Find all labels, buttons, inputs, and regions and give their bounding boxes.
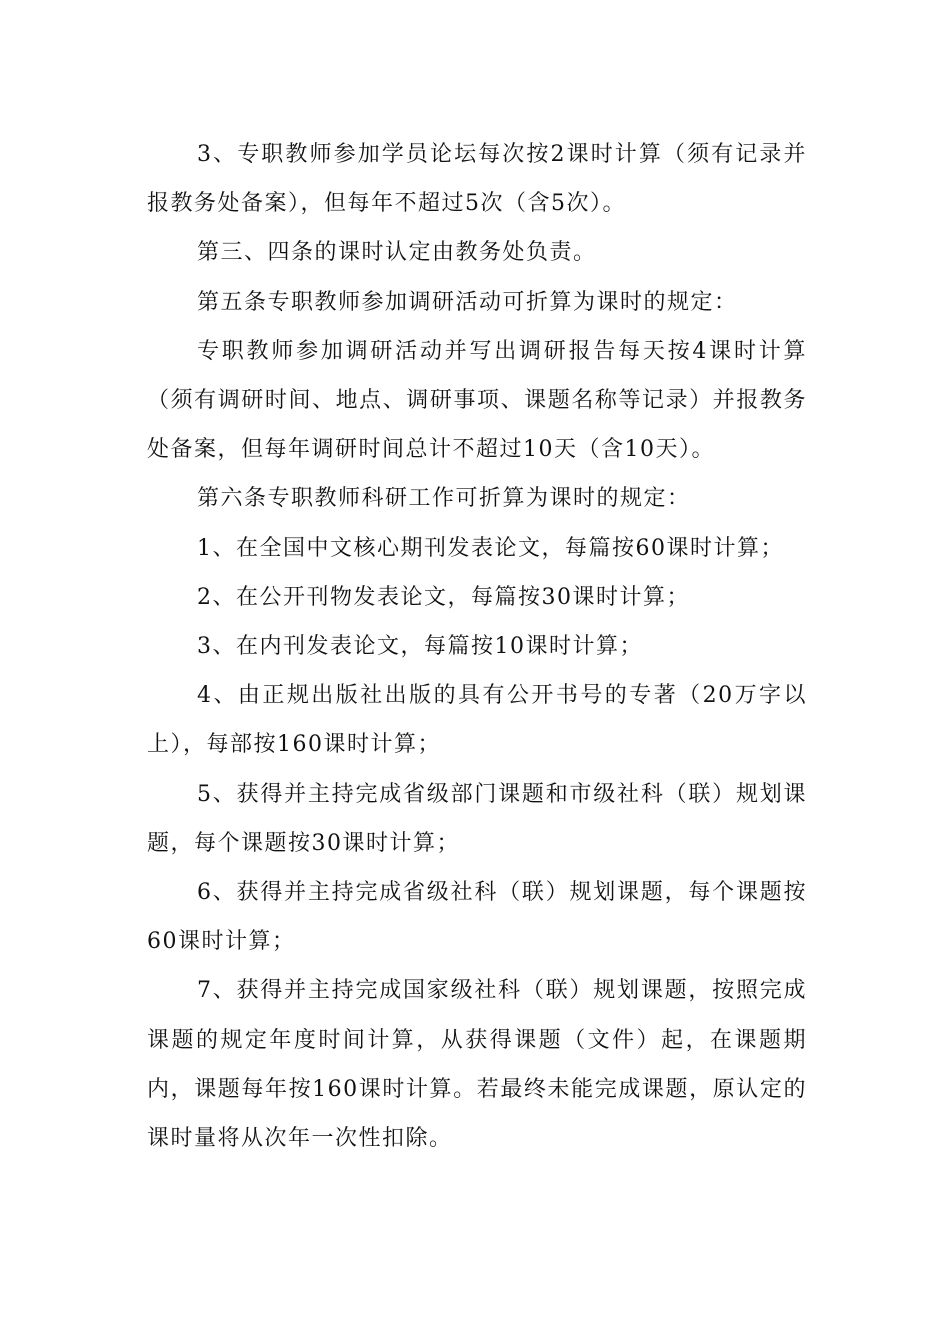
paragraph-research-trip-hours: 专职教师参加调研活动并写出调研报告每天按4课时计算（须有调研时间、地点、调研事项、课题名称等记录）并报教务处备案，但每年调研时间总计不超过10天（含10天）。 — [147, 338, 807, 463]
paragraph-article-3-4-note: 第三、四条的课时认定由教务处负责。 — [197, 240, 597, 266]
paragraph-forum-hours: 3、专职教师参加学员论坛每次按2课时计算（须有记录并报教务处备案），但每年不超过5次（含5次）。 — [147, 142, 807, 217]
paragraph-item-7: 7、获得并主持完成国家级社科（联）规划课题，按照完成课题的规定年度时间计算，从获得课题（文件）起，在课题期内，课题每年按160课时计算。若最终未能完成课题，原认定的课时量将从次年一次性扣除。 — [147, 978, 807, 1152]
paragraph-item-3: 3、在内刊发表论文，每篇按10课时计算； — [197, 634, 643, 660]
paragraph-item-5: 5、获得并主持完成省级部门课题和市级社科（联）规划课题，每个课题按30课时计算； — [147, 781, 807, 856]
document-body — [147, 130, 807, 1163]
paragraph-item-4: 4、由正规出版社出版的具有公开书号的专著（20万字以上），每部按160课时计算； — [147, 683, 807, 758]
paragraph-item-6: 6、获得并主持完成省级社科（联）规划课题，每个课题按60课时计算； — [147, 880, 807, 955]
paragraph-item-1: 1、在全国中文核心期刊发表论文，每篇按60课时计算； — [197, 535, 784, 561]
paragraph-article-5-heading: 第五条专职教师参加调研活动可折算为课时的规定： — [197, 289, 738, 315]
paragraph-article-6-heading: 第六条专职教师科研工作可折算为课时的规定： — [197, 486, 691, 512]
paragraph-item-2: 2、在公开刊物发表论文，每篇按30课时计算； — [197, 584, 690, 610]
